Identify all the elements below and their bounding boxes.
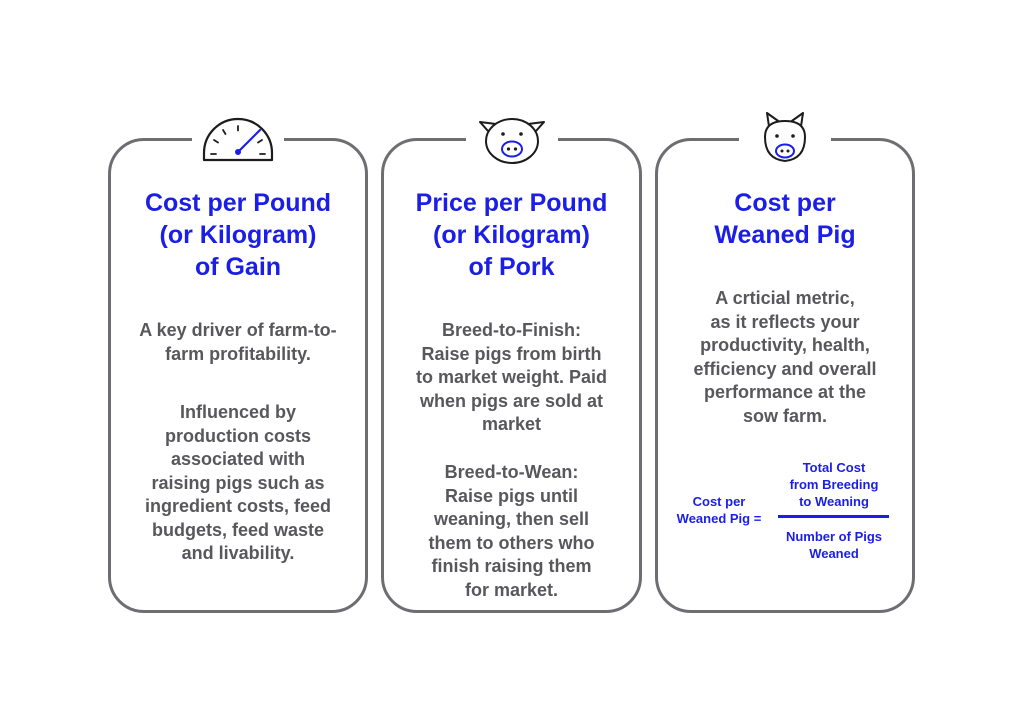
card-section-breed-to-wean: Breed-to-Wean: Raise pigs until weaning, then sell them to others who finish raising them for market. [390,461,633,602]
gauge-icon [192,107,284,171]
pig-face-icon [466,107,558,171]
card-cost-per-pound-gain [108,138,368,613]
formula-lhs: Cost per Weaned Pig = [676,494,762,526]
card-price-per-pound-pork [381,138,642,613]
section-heading: Breed-to-Finish: [442,320,581,340]
pig-icon-wrapper [466,107,558,171]
section-heading: Breed-to-Wean: [444,462,579,482]
card-paragraph: A crticial metric, as it reflects your productivity, health, efficiency and overall performance at the sow farm. [693,288,877,426]
card-paragraph: A key driver of farm-to- farm profitability. [139,320,337,364]
formula-denominator: Number of Pigs Weaned [785,529,883,561]
formula-numerator: Total Cost from Breeding to Weaning [789,460,879,509]
card-title: Price per Pound (or Kilogram) of Pork [415,189,608,281]
card-paragraph: Influenced by production costs associated with raising pigs such as ingredient costs, feed budgets, feed waste and livability. [144,402,332,563]
card-title: Cost per Weaned Pig [714,189,856,249]
cost-formula [658,141,912,610]
card-cost-per-weaned-pig [655,138,915,613]
fraction-bar [778,515,889,518]
card-section-breed-to-finish: Breed-to-Finish: Raise pigs from birth to market weight. Paid when pigs are sold at market [390,319,633,437]
gauge-icon-wrapper [192,107,284,171]
card-title: Cost per Pound (or Kilogram) of Gain [144,189,332,281]
